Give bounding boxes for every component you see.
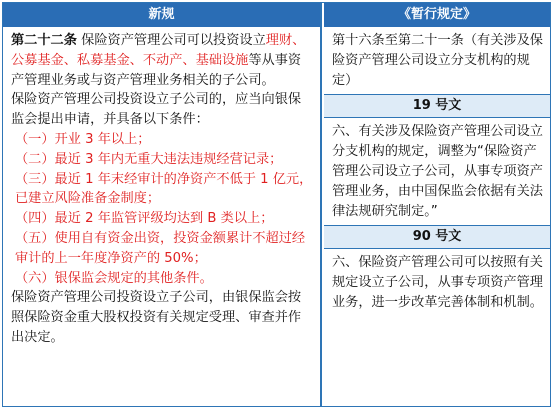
condition-item: （五）使用自有资金出资，投资金额累计不超过经审计的上一年度净资产的 50%； (15, 230, 306, 266)
condition-item: （三）最近 1 年末经审计的净资产不低于 1 亿元，已建立风险准备金制度； (15, 171, 313, 207)
condition-item: （一）开业 3 年以上； (15, 131, 151, 147)
article-highlight: 理财、公募基金、私募基金、不动产、基础设施 (11, 33, 306, 68)
interim-rules-header: 《暂行规定》 (324, 3, 550, 27)
doc-19-title: 19 号文 (324, 94, 550, 118)
article-22-paragraph (11, 31, 314, 90)
interim-rules-intro: 第十六条至第二十一条（有关涉及保险资产管理公司设立分支机构的规定） (332, 33, 543, 88)
condition-item: （六）银保监会规定的其他条件。 (15, 270, 213, 286)
article-text-a: 保险资产管理公司可以投资设立 (76, 33, 266, 48)
comparison-table (2, 2, 551, 407)
doc-90-title: 90 号文 (324, 225, 550, 249)
new-rules-column (3, 3, 322, 406)
article-text-b: 等从事资产管理业务或与资产管理业务相关的子公司。 (11, 52, 302, 88)
interim-rules-column (324, 3, 550, 406)
condition-item: （四）最近 2 年监管评级均达到 B 类以上； (15, 211, 274, 227)
review-paragraph: 保险资产管理公司投资设立子公司，由银保监会按照保险资金重大股权投资有关规定受理、审查并作出决定。 (11, 290, 302, 345)
doc-19-text: 六、有关涉及保险资产管理公司设立分支机构的规定，调整为“保险资产管理公司设立子公司，从事专项资产管理业务，由中国保监会依据有关法律法规研究制定。” (332, 124, 543, 219)
condition-item: （二）最近 3 年内无重大违法违规经营记录； (15, 151, 283, 167)
new-rules-header: 新规 (3, 3, 320, 27)
doc-90-text: 六、保险资产管理公司可以按照有关规定设立子公司，从事专项资产管理业务，进一步改革完善体制和机制。 (332, 255, 543, 310)
article-number: 第二十二条 (11, 33, 77, 48)
new-rules-body (3, 27, 320, 348)
application-paragraph: 保险资产管理公司投资设立子公司的，应当向银保监会提出申请，并具备以下条件： (11, 92, 302, 128)
